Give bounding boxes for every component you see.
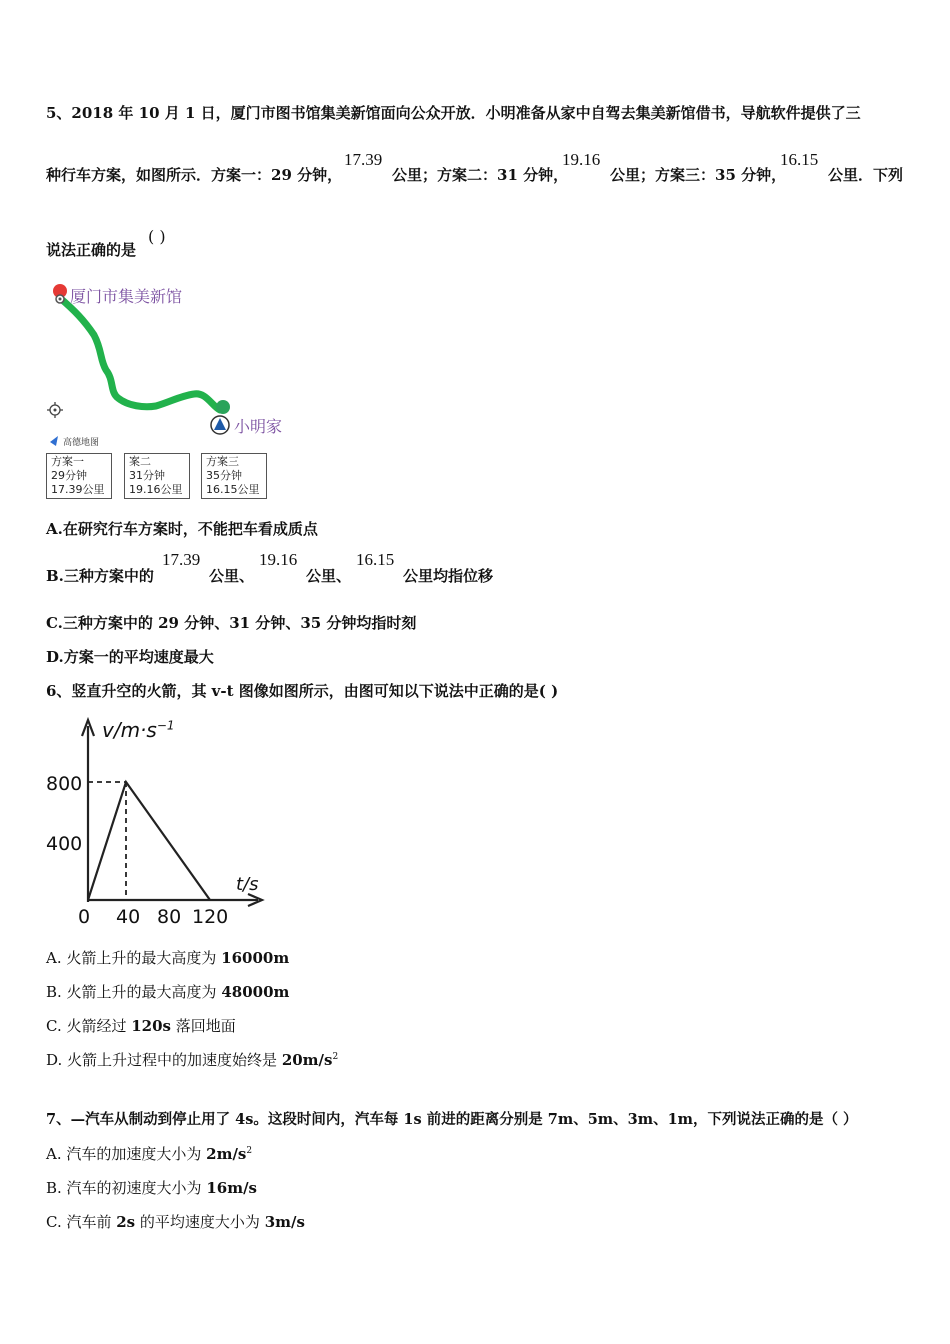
q5-option-b-num-1: 17.39 — [162, 550, 201, 569]
y-tick-400: 400 — [46, 833, 83, 855]
plan-time: 31分钟 — [129, 469, 165, 482]
plan-distance: 16.15公里 — [206, 483, 260, 496]
q7-stem: 7、—汽车从制动到停止用了 4s。这段时间内，汽车每 1s 前进的距离分别是 7m、5m、3m、1m，下列说法正确的是（ ） — [46, 1111, 858, 1128]
gaode-logo-icon — [50, 436, 58, 446]
q6-option-b: B. 火箭上升的最大高度为 48000m — [46, 983, 290, 1001]
q6-option-c: C. 火箭经过 120s 落回地面 — [46, 1017, 236, 1035]
plan-distance: 17.39公里 — [51, 483, 105, 496]
map-destination-label: 厦门市集美新馆 — [70, 287, 183, 306]
y-tick-800: 800 — [46, 773, 83, 795]
plan-card-3 — [201, 453, 267, 499]
locate-icon — [47, 402, 63, 418]
x-tick-0: 0 — [78, 906, 91, 928]
map-logo-text: 高德地图 — [63, 438, 100, 448]
plan-card-2 — [124, 453, 190, 499]
plan-card-1 — [46, 453, 112, 499]
graph-xlabel: t/s — [236, 874, 259, 895]
q5-stem-line3: 说法正确的是 — [46, 241, 137, 259]
x-tick-80: 80 — [157, 906, 182, 928]
q5-distance-3: 16.15 — [780, 150, 819, 169]
q7-option-c: C. 汽车前 2s 的平均速度大小为 3m/s — [46, 1213, 305, 1231]
plan-name: 方案三 — [206, 455, 239, 468]
q5-distance-1: 17.39 — [344, 150, 383, 169]
plan-name: 案二 — [129, 455, 151, 468]
q5-line2-text-b: 公里；方案二：31 分钟， — [392, 166, 569, 184]
graph-ylabel: $v/m\cdot s^{-1}$ — [102, 718, 175, 742]
q5-option-b-num-2: 19.16 — [259, 550, 298, 569]
q6-vt-graph — [40, 712, 280, 942]
q5-line2-text-d: 公里．下列 — [828, 166, 904, 184]
plan-distance: 19.16公里 — [129, 483, 183, 496]
q5-option-b-text-d: 公里均指位移 — [403, 567, 494, 585]
q5-option-b-text-a: B.三种方案中的 — [46, 567, 154, 585]
map-origin-label: 小明家 — [234, 417, 283, 436]
q5-stem-line1: 5、2018 年 10 月 1 日，厦门市图书馆集美新馆面向公众开放．小明准备从家中自驾去集美新馆借书，导航软件提供了三 — [46, 104, 861, 122]
x-tick-40: 40 — [116, 906, 141, 928]
q5-option-b-num-3: 16.15 — [356, 550, 395, 569]
q7-option-a: A. 汽车的加速度大小为 $2m/s^2$ — [46, 1145, 253, 1163]
vt-line — [88, 782, 210, 900]
q5-option-c: C.三种方案中的 29 分钟、31 分钟、35 分钟均指时刻 — [46, 614, 417, 632]
q6-option-d: D. 火箭上升过程中的加速度始终是 $20m/s^2$ — [46, 1051, 339, 1069]
q6-stem: 6、竖直升空的火箭，其 v-t 图像如图所示，由图可知以下说法中正确的是( ) — [46, 682, 559, 700]
q5-option-b-text-b: 公里、 — [209, 567, 255, 585]
q5-line2-text-c: 公里；方案三：35 分钟， — [610, 166, 787, 184]
plan-time: 29分钟 — [51, 469, 87, 482]
q5-distance-2: 19.16 — [562, 150, 601, 169]
q5-stem-line2 — [46, 164, 342, 185]
q6-option-a: A. 火箭上升的最大高度为 16000m — [46, 949, 290, 967]
plan-time: 35分钟 — [206, 469, 242, 482]
q5-option-d: D.方案一的平均速度最大 — [46, 648, 214, 666]
plan-name: 方案一 — [51, 455, 84, 468]
x-tick-120: 120 — [192, 906, 229, 928]
q5-line2-text-a: 种行车方案，如图所示．方案一：29 分钟， — [46, 166, 343, 184]
route-line — [60, 298, 220, 410]
q5-option-b-text-c: 公里、 — [306, 567, 352, 585]
q5-option-a: A.在研究行车方案时，不能把车看成质点 — [46, 520, 318, 538]
q7-option-b: B. 汽车的初速度大小为 16m/s — [46, 1179, 257, 1197]
q5-answer-paren: ( ) — [148, 227, 166, 246]
